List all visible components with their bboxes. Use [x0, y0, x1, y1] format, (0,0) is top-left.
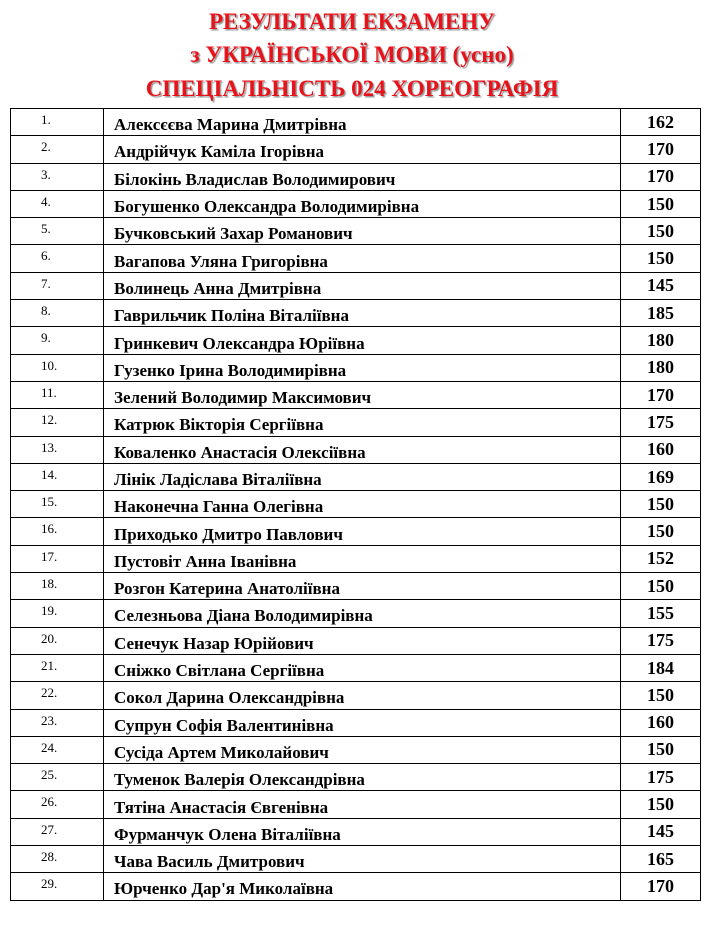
row-number: 1.	[11, 109, 104, 136]
table-row	[11, 491, 701, 518]
table-row	[11, 764, 701, 791]
student-name: Бучковський Захар Романович	[104, 218, 621, 245]
exam-score: 160	[621, 436, 701, 463]
row-number: 17.	[11, 545, 104, 572]
table-row	[11, 654, 701, 681]
student-name: Зелений Володимир Максимович	[104, 381, 621, 408]
table-row	[11, 354, 701, 381]
student-name: Фурманчук Олена Віталіївна	[104, 818, 621, 845]
results-table	[10, 108, 701, 901]
exam-score: 169	[621, 463, 701, 490]
row-number: 11.	[11, 381, 104, 408]
table-row	[11, 709, 701, 736]
exam-score: 162	[621, 109, 701, 136]
student-name: Сокол Дарина Олександрівна	[104, 682, 621, 709]
table-row	[11, 600, 701, 627]
row-number: 23.	[11, 709, 104, 736]
exam-score: 160	[621, 709, 701, 736]
student-name: Лінік Ладіслава Віталіївна	[104, 463, 621, 490]
student-name: Богушенко Олександра Володимирівна	[104, 190, 621, 217]
title-line-2: з УКРАЇНСЬКОЇ МОВИ (усно)	[190, 42, 514, 67]
table-row	[11, 190, 701, 217]
exam-score: 155	[621, 600, 701, 627]
exam-score: 175	[621, 627, 701, 654]
student-name: Юрченко Дар'я Миколаївна	[104, 873, 621, 900]
student-name: Розгон Катерина Анатоліївна	[104, 573, 621, 600]
table-row	[11, 573, 701, 600]
row-number: 29.	[11, 873, 104, 900]
exam-score: 170	[621, 381, 701, 408]
results-table-body	[11, 109, 701, 901]
table-row	[11, 682, 701, 709]
table-row	[11, 545, 701, 572]
table-row	[11, 272, 701, 299]
exam-score: 150	[621, 491, 701, 518]
row-number: 14.	[11, 463, 104, 490]
table-row	[11, 245, 701, 272]
student-name: Вагапова Уляна Григорівна	[104, 245, 621, 272]
row-number: 25.	[11, 764, 104, 791]
exam-score: 145	[621, 818, 701, 845]
student-name: Приходько Дмитро Павлович	[104, 518, 621, 545]
table-row	[11, 791, 701, 818]
student-name: Сніжко Світлана Сергіївна	[104, 654, 621, 681]
exam-score: 165	[621, 846, 701, 873]
row-number: 10.	[11, 354, 104, 381]
student-name: Сусіда Артем Миколайович	[104, 736, 621, 763]
table-row	[11, 436, 701, 463]
student-name: Наконечна Ганна Олегівна	[104, 491, 621, 518]
row-number: 24.	[11, 736, 104, 763]
student-name: Селезньова Діана Володимирівна	[104, 600, 621, 627]
table-row	[11, 627, 701, 654]
table-row	[11, 518, 701, 545]
table-row	[11, 409, 701, 436]
exam-score: 170	[621, 136, 701, 163]
student-name: Супрун Софія Валентинівна	[104, 709, 621, 736]
table-row	[11, 300, 701, 327]
student-name: Волинець Анна Дмитрівна	[104, 272, 621, 299]
table-row	[11, 327, 701, 354]
student-name: Гаврильчик Поліна Віталіївна	[104, 300, 621, 327]
row-number: 26.	[11, 791, 104, 818]
row-number: 20.	[11, 627, 104, 654]
table-row	[11, 218, 701, 245]
row-number: 2.	[11, 136, 104, 163]
table-row	[11, 381, 701, 408]
student-name: Гузенко Ірина Володимирівна	[104, 354, 621, 381]
table-row	[11, 463, 701, 490]
student-name: Туменок Валерія Олександрівна	[104, 764, 621, 791]
title-line-3: СПЕЦІАЛЬНІСТЬ 024 ХОРЕОГРАФІЯ	[145, 76, 559, 101]
row-number: 7.	[11, 272, 104, 299]
student-name: Андрійчук Каміла Ігорівна	[104, 136, 621, 163]
exam-score: 150	[621, 245, 701, 272]
row-number: 28.	[11, 846, 104, 873]
exam-score: 150	[621, 518, 701, 545]
exam-score: 150	[621, 218, 701, 245]
exam-score: 175	[621, 409, 701, 436]
table-row	[11, 873, 701, 900]
exam-score: 150	[621, 190, 701, 217]
exam-score: 145	[621, 272, 701, 299]
table-row	[11, 109, 701, 136]
exam-score: 150	[621, 573, 701, 600]
row-number: 3.	[11, 163, 104, 190]
row-number: 6.	[11, 245, 104, 272]
table-row	[11, 846, 701, 873]
row-number: 4.	[11, 190, 104, 217]
row-number: 5.	[11, 218, 104, 245]
table-row	[11, 163, 701, 190]
row-number: 21.	[11, 654, 104, 681]
row-number: 19.	[11, 600, 104, 627]
row-number: 27.	[11, 818, 104, 845]
row-number: 9.	[11, 327, 104, 354]
exam-score: 184	[621, 654, 701, 681]
exam-score: 170	[621, 163, 701, 190]
student-name: Гринкевич Олександра Юріївна	[104, 327, 621, 354]
exam-score: 150	[621, 791, 701, 818]
exam-score: 150	[621, 736, 701, 763]
row-number: 15.	[11, 491, 104, 518]
student-name: Катрюк Вікторія Сергіївна	[104, 409, 621, 436]
table-row	[11, 136, 701, 163]
title-line-1: РЕЗУЛЬТАТИ ЕКЗАМЕНУ	[208, 9, 496, 34]
exam-score: 150	[621, 682, 701, 709]
table-row	[11, 818, 701, 845]
student-name: Чава Василь Дмитрович	[104, 846, 621, 873]
exam-score: 175	[621, 764, 701, 791]
row-number: 22.	[11, 682, 104, 709]
student-name: Пустовіт Анна Іванівна	[104, 545, 621, 572]
student-name: Коваленко Анастасія Олексіївна	[104, 436, 621, 463]
exam-score: 170	[621, 873, 701, 900]
row-number: 13.	[11, 436, 104, 463]
row-number: 18.	[11, 573, 104, 600]
student-name: Тятіна Анастасія Євгенівна	[104, 791, 621, 818]
row-number: 8.	[11, 300, 104, 327]
student-name: Алексєєва Марина Дмитрівна	[104, 109, 621, 136]
exam-score: 180	[621, 354, 701, 381]
student-name: Сенечук Назар Юрійович	[104, 627, 621, 654]
table-row	[11, 736, 701, 763]
exam-score: 185	[621, 300, 701, 327]
row-number: 12.	[11, 409, 104, 436]
exam-score: 180	[621, 327, 701, 354]
student-name: Білокінь Владислав Володимирович	[104, 163, 621, 190]
exam-score: 152	[621, 545, 701, 572]
row-number: 16.	[11, 518, 104, 545]
